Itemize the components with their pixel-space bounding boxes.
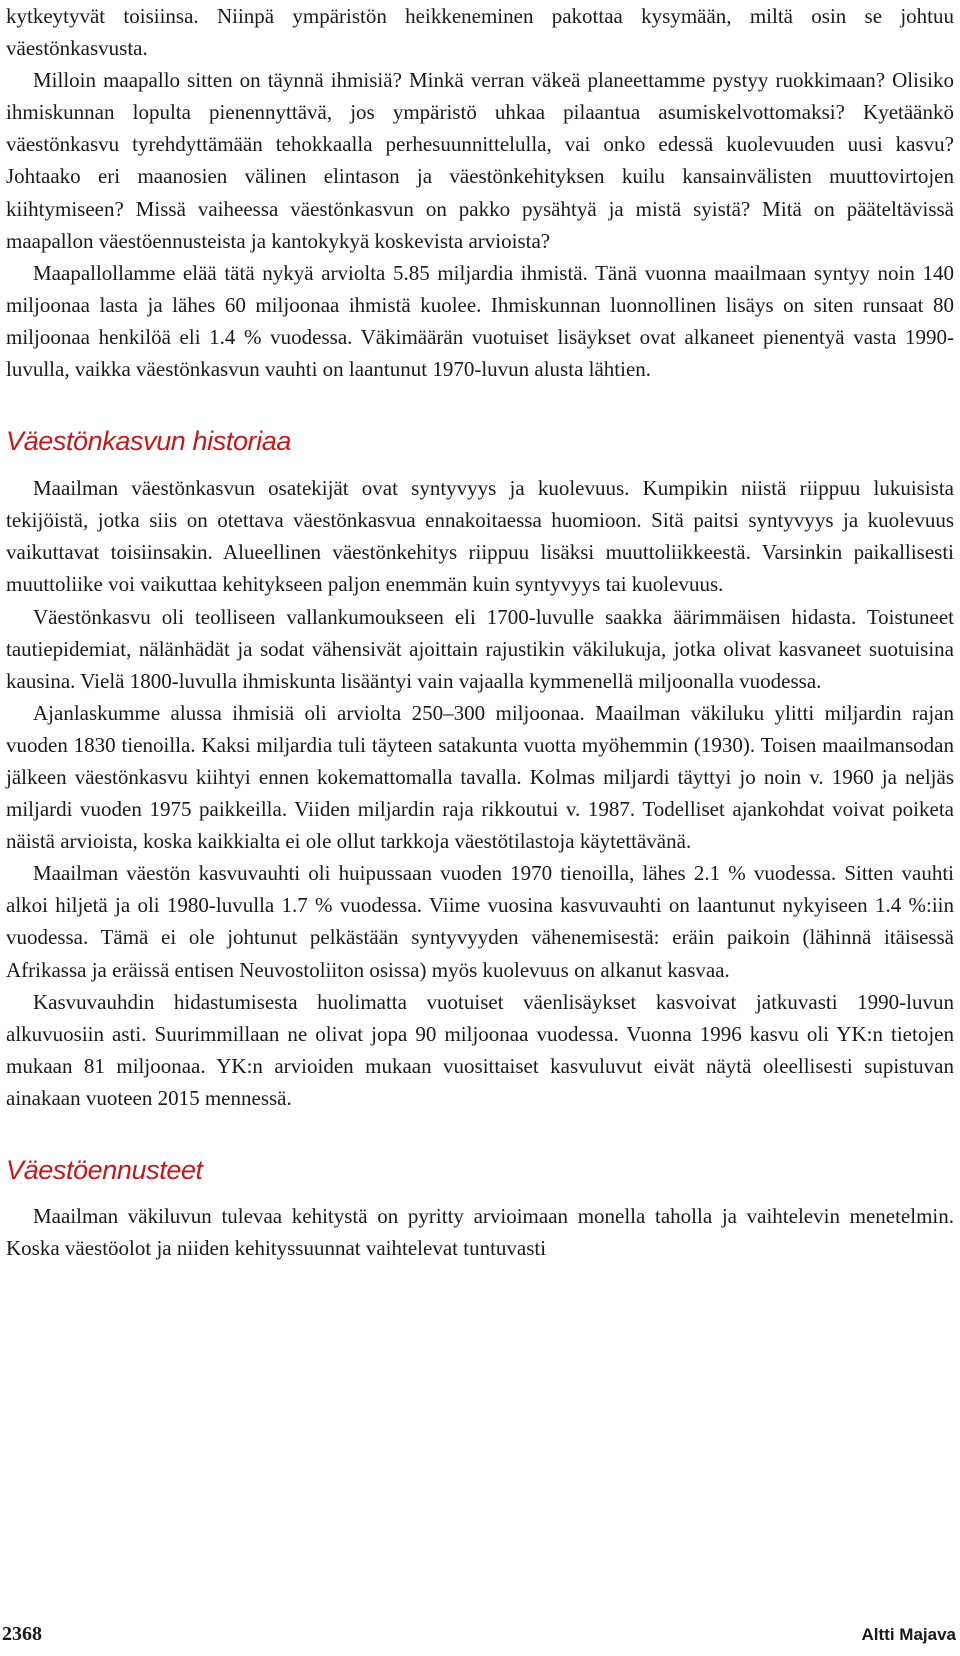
paragraph-continued: kytkeytyvät toisiinsa. Niinpä ympäristön heikkeneminen pakottaa kysymään, miltä osin se johtuu väestönkasvusta. [6, 4, 954, 61]
paragraph: Maailman väkiluvun tulevaa kehitystä on pyritty arvioimaan monella taholla ja vaihtelevin menetelmin. Koska väestöolot ja niiden kehityssuunnat vaihtelevat tuntuvasti [6, 1204, 954, 1261]
paragraph: Milloin maapallo sitten on täynnä ihmisiä? Minkä verran väkeä planeettamme pystyy ruokkimaan? Olisiko ihmiskunnan lopulta pienennyttävä, jos ympäristö uhkaa pilaantua asumiskelvottomaksi? Kyetäänkö väestönkasvu tyrehdyttämään tehokkaalla perhesuunnittelulla, vai onko edessä kuolevuuden uusi kasvu? Johtaako eri maanosien välinen elintason ja väestönkehityksen kuilu kansainvälisten muuttovirtojen kiihtymiseen? Missä vaiheessa väestönkasvun on pakko pysähtyä ja mistä syistä? Mitä on pääteltävissä maapallon väestöennusteista ja kantokykyä koskevista arvioista? [6, 68, 954, 253]
page-footer [0, 1623, 960, 1649]
section-heading-history: Väestönkasvun historiaa [6, 426, 291, 457]
author-name: Altti Majava [861, 1625, 956, 1644]
section-heading-forecasts: Väestöennusteet [6, 1155, 203, 1185]
paragraph: Kasvuvauhdin hidastumisesta huolimatta vuotuiset väenlisäykset kasvoivat jatkuvasti 1990-luvun alkuvuosiin asti. Suurimmillaan ne olivat jopa 90 miljoonaa vuodessa. Vuonna 1996 kasvu oli YK:n tietojen mukaan 81 miljoonaa. YK:n arvioiden mukaan vuosittaiset kasvuluvut eivät näytä oleellisesti supistuvan ainakaan vuoteen 2015 mennessä. [6, 989, 954, 1110]
paragraph: Maailman väestön kasvuvauhti oli huipussaan vuoden 1970 tienoilla, lähes 2.1 % vuodessa. Sitten vauhti alkoi hiljetä ja oli 1980-luvulla 1.7 % vuodessa. Viime vuosina kasvuvauhti on laantunut nykyiseen 1.4 %:iin vuodessa. Tämä ei ole johtunut pelkästään syntyvyyden vähenemisestä: eräin paikoin (lähinnä itäisessä Afrikassa ja eräissä entisen Neuvostoliiton osissa) myös kuolevuus on alkanut kasvaa. [6, 861, 954, 982]
page-number: 2368 [2, 1623, 42, 1645]
paragraph: Maailman väestönkasvun osatekijät ovat syntyvyys ja kuolevuus. Kumpikin niistä riippuu lukuisista tekijöistä, jotka siis on otettava väestönkasvua ennakoitaessa huomioon. Sitä paitsi syntyvyys ja kuolevuus vaikuttavat toisiinsakin. Alueellinen väestönkehitys riippuu lisäksi muuttoliikkeestä. Varsinkin paikallisesti muuttoliike voi vaikuttaa kehitykseen paljon enemmän kuin syntyvyys tai kuolevuus. [6, 476, 954, 597]
paragraph: Ajanlaskumme alussa ihmisiä oli arviolta 250–300 miljoonaa. Maailman väkiluku ylitti miljardin rajan vuoden 1830 tienoilla. Kaksi miljardia tuli täyteen satakunta vuotta myöhemmin (1930). Toisen maailmansodan jälkeen väestönkasvu kiihtyi ennen kokemattomalla tavalla. Kolmas miljardi täyttyi jo noin v. 1960 ja neljäs miljardi vuoden 1975 paikkeilla. Viiden miljardin raja rikkoutui v. 1987. Todelliset ajankohdat voivat poiketa näistä arvioista, koska kaikkialta ei ole ollut tarkkoja väestötilastoja käytettävänä. [6, 700, 954, 854]
paragraph: Väestönkasvu oli teolliseen vallankumoukseen eli 1700-luvulle saakka äärimmäisen hidasta. Toistuneet tautiepidemiat, nälänhädät ja sodat vähensivät ajoittain rajustikin väkilukuja, jotka olivat kasvaneet suotuisina kausina. Vielä 1800-luvulla ihmiskunta lisääntyi vain vajaalla kymmenellä miljoonalla vuodessa. [6, 604, 954, 693]
article-page [6, 0, 954, 1264]
paragraph: Maapallollamme elää tätä nykyä arviolta 5.85 miljardia ihmistä. Tänä vuonna maailmaan syntyy noin 140 miljoonaa lasta ja lähes 60 miljoonaa ihmistä kuolee. Ihmiskunnan luonnollinen lisäys on siten runsaat 80 miljoonaa henkilöä eli 1.4 % vuodessa. Väkimäärän vuotuiset lisäykset ovat alkaneet pienentyä vasta 1990-luvulla, vaikka väestönkasvun vauhti on laantunut 1970-luvun alusta lähtien. [6, 260, 954, 382]
